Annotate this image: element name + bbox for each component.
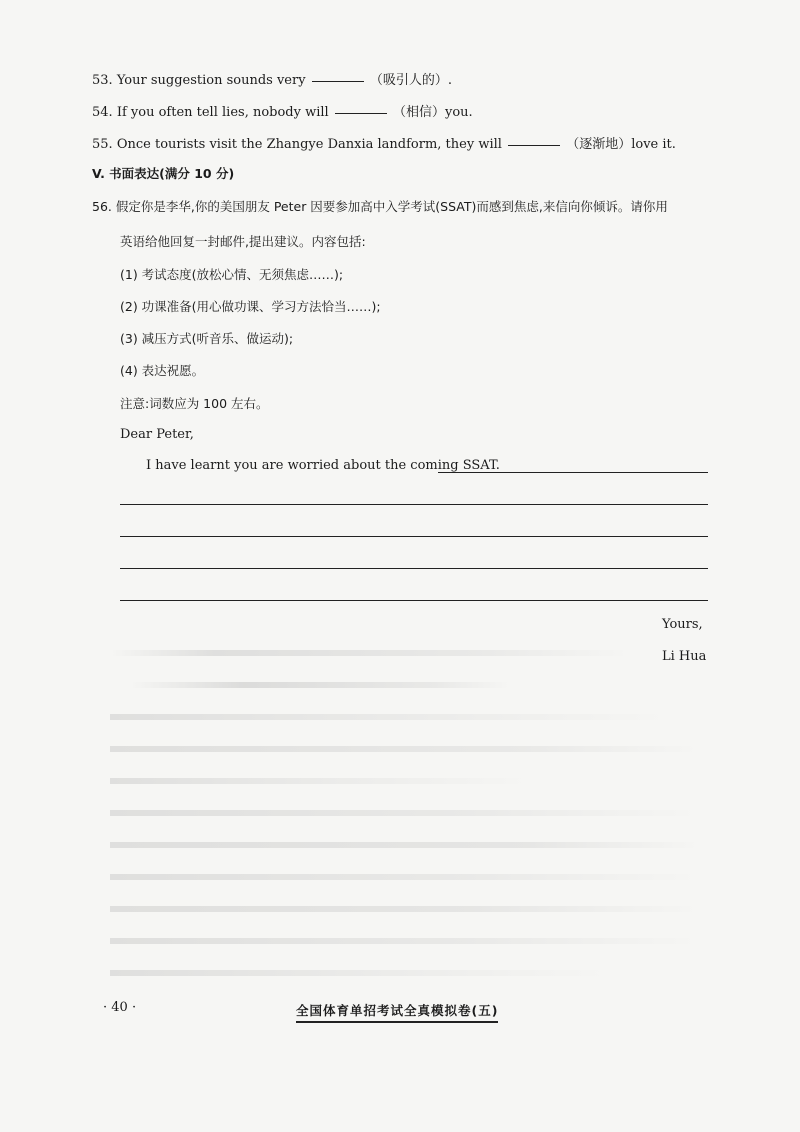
question-number: 53. bbox=[92, 73, 113, 88]
answer-blank[interactable] bbox=[335, 113, 387, 114]
letter-opening: I have learnt you are worried about the coming SSAT. bbox=[146, 458, 500, 473]
question-54 bbox=[92, 101, 473, 120]
task-prompt-line-2: 英语给他回复一封邮件,提出建议。内容包括: bbox=[120, 234, 366, 249]
question-text: Once tourists visit the Zhangye Danxia landform, they will bbox=[116, 137, 502, 152]
writing-line[interactable] bbox=[120, 504, 708, 505]
answer-blank[interactable] bbox=[508, 145, 560, 146]
writing-line[interactable] bbox=[120, 568, 708, 569]
task-point-1: (1) 考试态度(放松心情、无须焦虑……); bbox=[120, 267, 344, 282]
letter-salutation: Dear Peter, bbox=[120, 427, 194, 442]
task-point-3: (3) 减压方式(听音乐、做运动); bbox=[120, 331, 294, 346]
question-number: 56. bbox=[92, 199, 112, 214]
letter-closing: Yours, bbox=[662, 617, 703, 632]
question-hint: （逐渐地）love it. bbox=[566, 137, 676, 152]
task-point-2: (2) 功课准备(用心做功课、学习方法恰当……); bbox=[120, 299, 381, 314]
section-title: V. 书面表达(满分 10 分) bbox=[92, 166, 235, 181]
task-prompt-line-1 bbox=[92, 197, 668, 215]
task-text: 假定你是李华,你的美国朋友 Peter 因要参加高中入学考试(SSAT)而感到焦虑,来信向你倾诉。请你用 bbox=[115, 199, 668, 214]
answer-blank[interactable] bbox=[312, 81, 364, 82]
question-53 bbox=[92, 69, 452, 88]
question-hint: （吸引人的）. bbox=[369, 73, 452, 88]
page-number: · 40 · bbox=[103, 1000, 137, 1015]
writing-line[interactable] bbox=[120, 600, 708, 601]
bleed-through-texture bbox=[110, 640, 710, 980]
question-number: 54. bbox=[92, 105, 113, 120]
writing-line[interactable] bbox=[438, 472, 708, 473]
footer-title: 全国体育单招考试全真模拟卷(五) bbox=[296, 1001, 498, 1023]
task-point-4: (4) 表达祝愿。 bbox=[120, 363, 205, 378]
question-number: 55. bbox=[92, 137, 113, 152]
question-hint: （相信）you. bbox=[392, 105, 473, 120]
question-text: If you often tell lies, nobody will bbox=[116, 105, 329, 120]
task-note: 注意:词数应为 100 左右。 bbox=[120, 396, 269, 411]
letter-signature: Li Hua bbox=[662, 649, 707, 664]
writing-line[interactable] bbox=[120, 536, 708, 537]
question-text: Your suggestion sounds very bbox=[116, 73, 306, 88]
question-55 bbox=[92, 133, 676, 152]
